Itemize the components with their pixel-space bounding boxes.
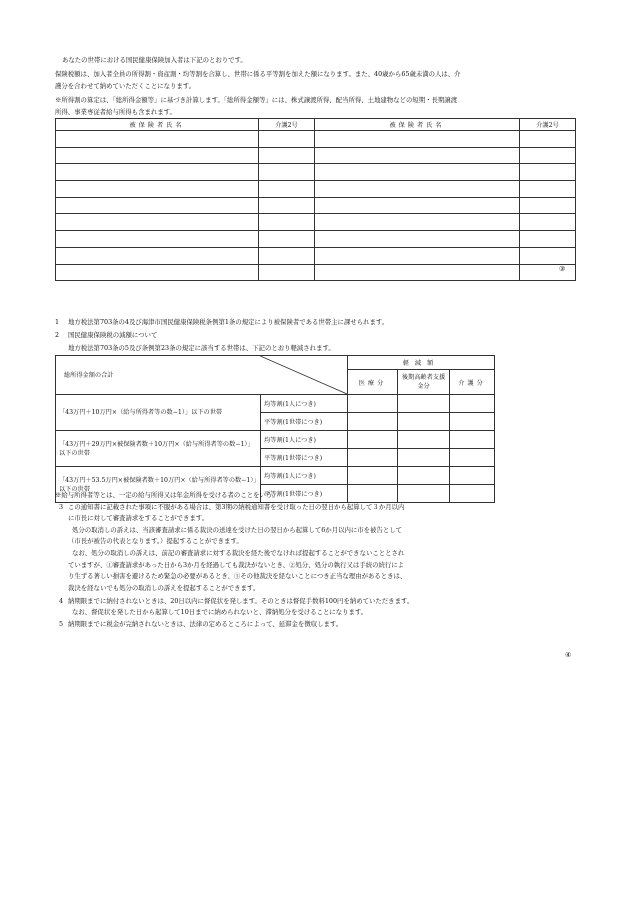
note-1-text: 地方税法第703条の4及び海津市国民健康保険税条例第1条の規定により被保険者である世帯主に課せられます。 bbox=[68, 318, 389, 326]
reduction-value-cell bbox=[398, 431, 450, 449]
intro-note-line-2: 所得、事業専従者給与所得も含まれます。 bbox=[55, 108, 176, 116]
reduction-header-diagonal-cell bbox=[56, 356, 348, 395]
table-cell bbox=[56, 231, 259, 248]
table-cell bbox=[520, 164, 576, 181]
note-3-line-8: 裁決を経ないでも処分の取消しの訴えを提起することができます。 bbox=[68, 584, 260, 592]
table-cell bbox=[56, 197, 259, 214]
reduction-value-cell bbox=[450, 449, 495, 467]
reduction-value-cell bbox=[398, 395, 450, 413]
table-row bbox=[56, 181, 576, 198]
header-care-type2: 介護2号 bbox=[259, 119, 315, 131]
per-capita-label: 均等割(1人につき) bbox=[261, 431, 348, 449]
intro-line-2: 保険税額は、加入者全員の所得割・資産割・均等割を合算し、世帯に係る平等割を加えた額になります。また、40歳から65歳未満の人は、介 bbox=[55, 70, 461, 78]
per-capita-label: 均等割(1人につき) bbox=[261, 467, 348, 485]
table-cell bbox=[259, 164, 315, 181]
note-4-number: 4 bbox=[59, 597, 64, 605]
table-row bbox=[56, 197, 576, 214]
table-cell bbox=[259, 181, 315, 198]
table-cell bbox=[520, 264, 576, 281]
table-cell bbox=[520, 147, 576, 164]
reduction-value-cell bbox=[398, 413, 450, 431]
note-3-line-4: （市長が被告の代表となります。）提起することができます。 bbox=[68, 537, 243, 545]
reduction-row bbox=[56, 467, 495, 485]
note-4-line-1: 納期限までに納付されないときは、20日以内に督促状を発します。そのときは督促手数料100円を納めていただきます。 bbox=[68, 597, 414, 605]
header-medical: 医療分 bbox=[348, 370, 398, 395]
note-3-line-2: に市長に対して審査請求をすることができます。 bbox=[68, 514, 209, 522]
table-row bbox=[56, 231, 576, 248]
reduction-value-cell bbox=[450, 467, 495, 485]
table-cell bbox=[259, 264, 315, 281]
page-number-3: ③ bbox=[559, 265, 566, 273]
table-cell bbox=[56, 164, 259, 181]
per-household-label: 平等割(1世帯につき) bbox=[261, 485, 348, 503]
note-2-subtext: 地方税法第703条の5及び条例第23条の規定に該当する世帯は、下記のとおり軽減されます。 bbox=[68, 344, 335, 352]
note-2-number: 2 bbox=[55, 331, 60, 339]
reduction-value-cell bbox=[348, 485, 398, 503]
table-cell bbox=[56, 264, 259, 281]
table-cell bbox=[315, 264, 520, 281]
page-number-4: ④ bbox=[565, 651, 572, 659]
reduction-value-cell bbox=[398, 467, 450, 485]
note-5-line-1: 納期限までに税金が完納されないときは、法律の定めるところによって、延滞金を徴収します。 bbox=[68, 620, 343, 628]
table-cell bbox=[520, 214, 576, 231]
note-5-number: 5 bbox=[59, 620, 64, 628]
reduction-value-cell bbox=[348, 413, 398, 431]
table-cell bbox=[315, 231, 520, 248]
per-capita-label: 均等割(1人につき) bbox=[261, 395, 348, 413]
table-cell bbox=[56, 247, 259, 264]
table-cell bbox=[315, 147, 520, 164]
header-elderly-support: 後期高齢者支援金分 bbox=[398, 370, 450, 395]
reduction-value-cell bbox=[450, 395, 495, 413]
note-2-text: 国民健康保険税の減額について bbox=[68, 331, 158, 339]
header-reduction-amount: 軽減額 bbox=[348, 356, 495, 370]
header-insured-name: 被保険者氏名 bbox=[56, 119, 259, 131]
per-household-label: 平等割(1世帯につき) bbox=[261, 413, 348, 431]
table-cell bbox=[315, 214, 520, 231]
header-care-type2-2: 介護2号 bbox=[520, 119, 576, 131]
header-insured-name-2: 被保険者氏名 bbox=[315, 119, 520, 131]
note-3-line-3: 処分の取消しの訴えは、当該審査請求に係る裁決の送達を受けた日の翌日から起算して6か月以内に市を被告として bbox=[72, 526, 402, 534]
note-3-number: 3 bbox=[59, 503, 64, 511]
table-cell bbox=[56, 131, 259, 148]
table-row bbox=[56, 131, 576, 148]
reduction-table bbox=[55, 355, 495, 503]
insured-table-header bbox=[56, 119, 576, 131]
table-cell bbox=[259, 231, 315, 248]
reduction-value-cell bbox=[348, 449, 398, 467]
per-household-label: 平等割(1世帯につき) bbox=[261, 449, 348, 467]
intro-note-line-1: ※所得割の算定は、「総所得金額等」に基づき計算します。「総所得金額等」には、株式譲渡所得、配当所得、土地建物などの短期・長期譲渡 bbox=[55, 96, 458, 104]
intro-line-3: 護分を合わせて納めていただくことになります。 bbox=[55, 82, 196, 90]
note-3-line-1: この通知書に記載された事項に不服がある場合は、第3期の納税通知書を受け取った日の翌日から起算して３か月以内 bbox=[68, 503, 405, 511]
header-income-total: 総所得金額の合計 bbox=[64, 372, 114, 379]
note-3-line-6: ていますが、①審査請求があった日から3か月を経過しても裁決がないとき、②処分、処分の執行又は手続の続行によ bbox=[68, 561, 405, 569]
note-1-number: 1 bbox=[55, 318, 60, 326]
reduction-value-cell bbox=[398, 449, 450, 467]
table-cell bbox=[259, 197, 315, 214]
table-cell bbox=[520, 131, 576, 148]
table-row bbox=[56, 264, 576, 281]
table-cell bbox=[520, 181, 576, 198]
reduction-value-cell bbox=[398, 485, 450, 503]
reduction-condition: 「43万円＋10万円×（給与所得者等の数−1）」以下の世帯 bbox=[56, 395, 261, 431]
reduction-value-cell bbox=[450, 431, 495, 449]
reduction-value-cell bbox=[348, 467, 398, 485]
table-row bbox=[56, 214, 576, 231]
reduction-value-cell bbox=[450, 413, 495, 431]
intro-line-1: あなたの世帯における国民健康保険加入者は下記のとおりです。 bbox=[62, 56, 247, 64]
table-cell bbox=[315, 197, 520, 214]
table-cell bbox=[56, 147, 259, 164]
note-4-line-2: なお、督促状を発した日から起算して10日までに納められないと、滞納処分を受けることになります。 bbox=[72, 608, 368, 616]
table-row bbox=[56, 164, 576, 181]
reduction-header-row-1 bbox=[56, 356, 495, 370]
table-cell bbox=[56, 214, 259, 231]
insured-persons-table bbox=[55, 118, 576, 281]
reduction-row bbox=[56, 431, 495, 449]
footnote-asterisk: ※給与所得者等とは、一定の給与所得又は年金所得を受ける者のことをいう。 bbox=[55, 491, 279, 499]
note-3-line-5: なお、処分の取消しの訴えは、前記の審査請求に対する裁決を経た後でなければ提起することができないこととされ bbox=[72, 549, 405, 557]
table-cell bbox=[259, 214, 315, 231]
note-3-line-7: り生ずる著しい損害を避けるため緊急の必要があるとき、③その他裁決を経ないことにつき正当な理由があるときは、 bbox=[68, 572, 407, 580]
table-cell bbox=[56, 181, 259, 198]
table-cell bbox=[520, 197, 576, 214]
table-cell bbox=[259, 131, 315, 148]
table-cell bbox=[315, 181, 520, 198]
reduction-condition: 「43万円＋53.5万円×被保険者数＋10万円×（給与所得者等の数−1）」以下の世帯 bbox=[56, 467, 261, 503]
reduction-row bbox=[56, 395, 495, 413]
table-row bbox=[56, 247, 576, 264]
reduction-condition: 「43万円＋29万円×被保険者数＋10万円×（給与所得者等の数−1）」以下の世帯 bbox=[56, 431, 261, 467]
header-care: 介護分 bbox=[450, 370, 495, 395]
reduction-value-cell bbox=[348, 395, 398, 413]
table-cell bbox=[315, 164, 520, 181]
table-cell bbox=[259, 247, 315, 264]
table-cell bbox=[315, 131, 520, 148]
table-cell bbox=[315, 247, 520, 264]
table-cell bbox=[520, 247, 576, 264]
table-cell bbox=[520, 231, 576, 248]
reduction-value-cell bbox=[450, 485, 495, 503]
table-cell bbox=[259, 147, 315, 164]
table-row bbox=[56, 147, 576, 164]
reduction-value-cell bbox=[348, 431, 398, 449]
